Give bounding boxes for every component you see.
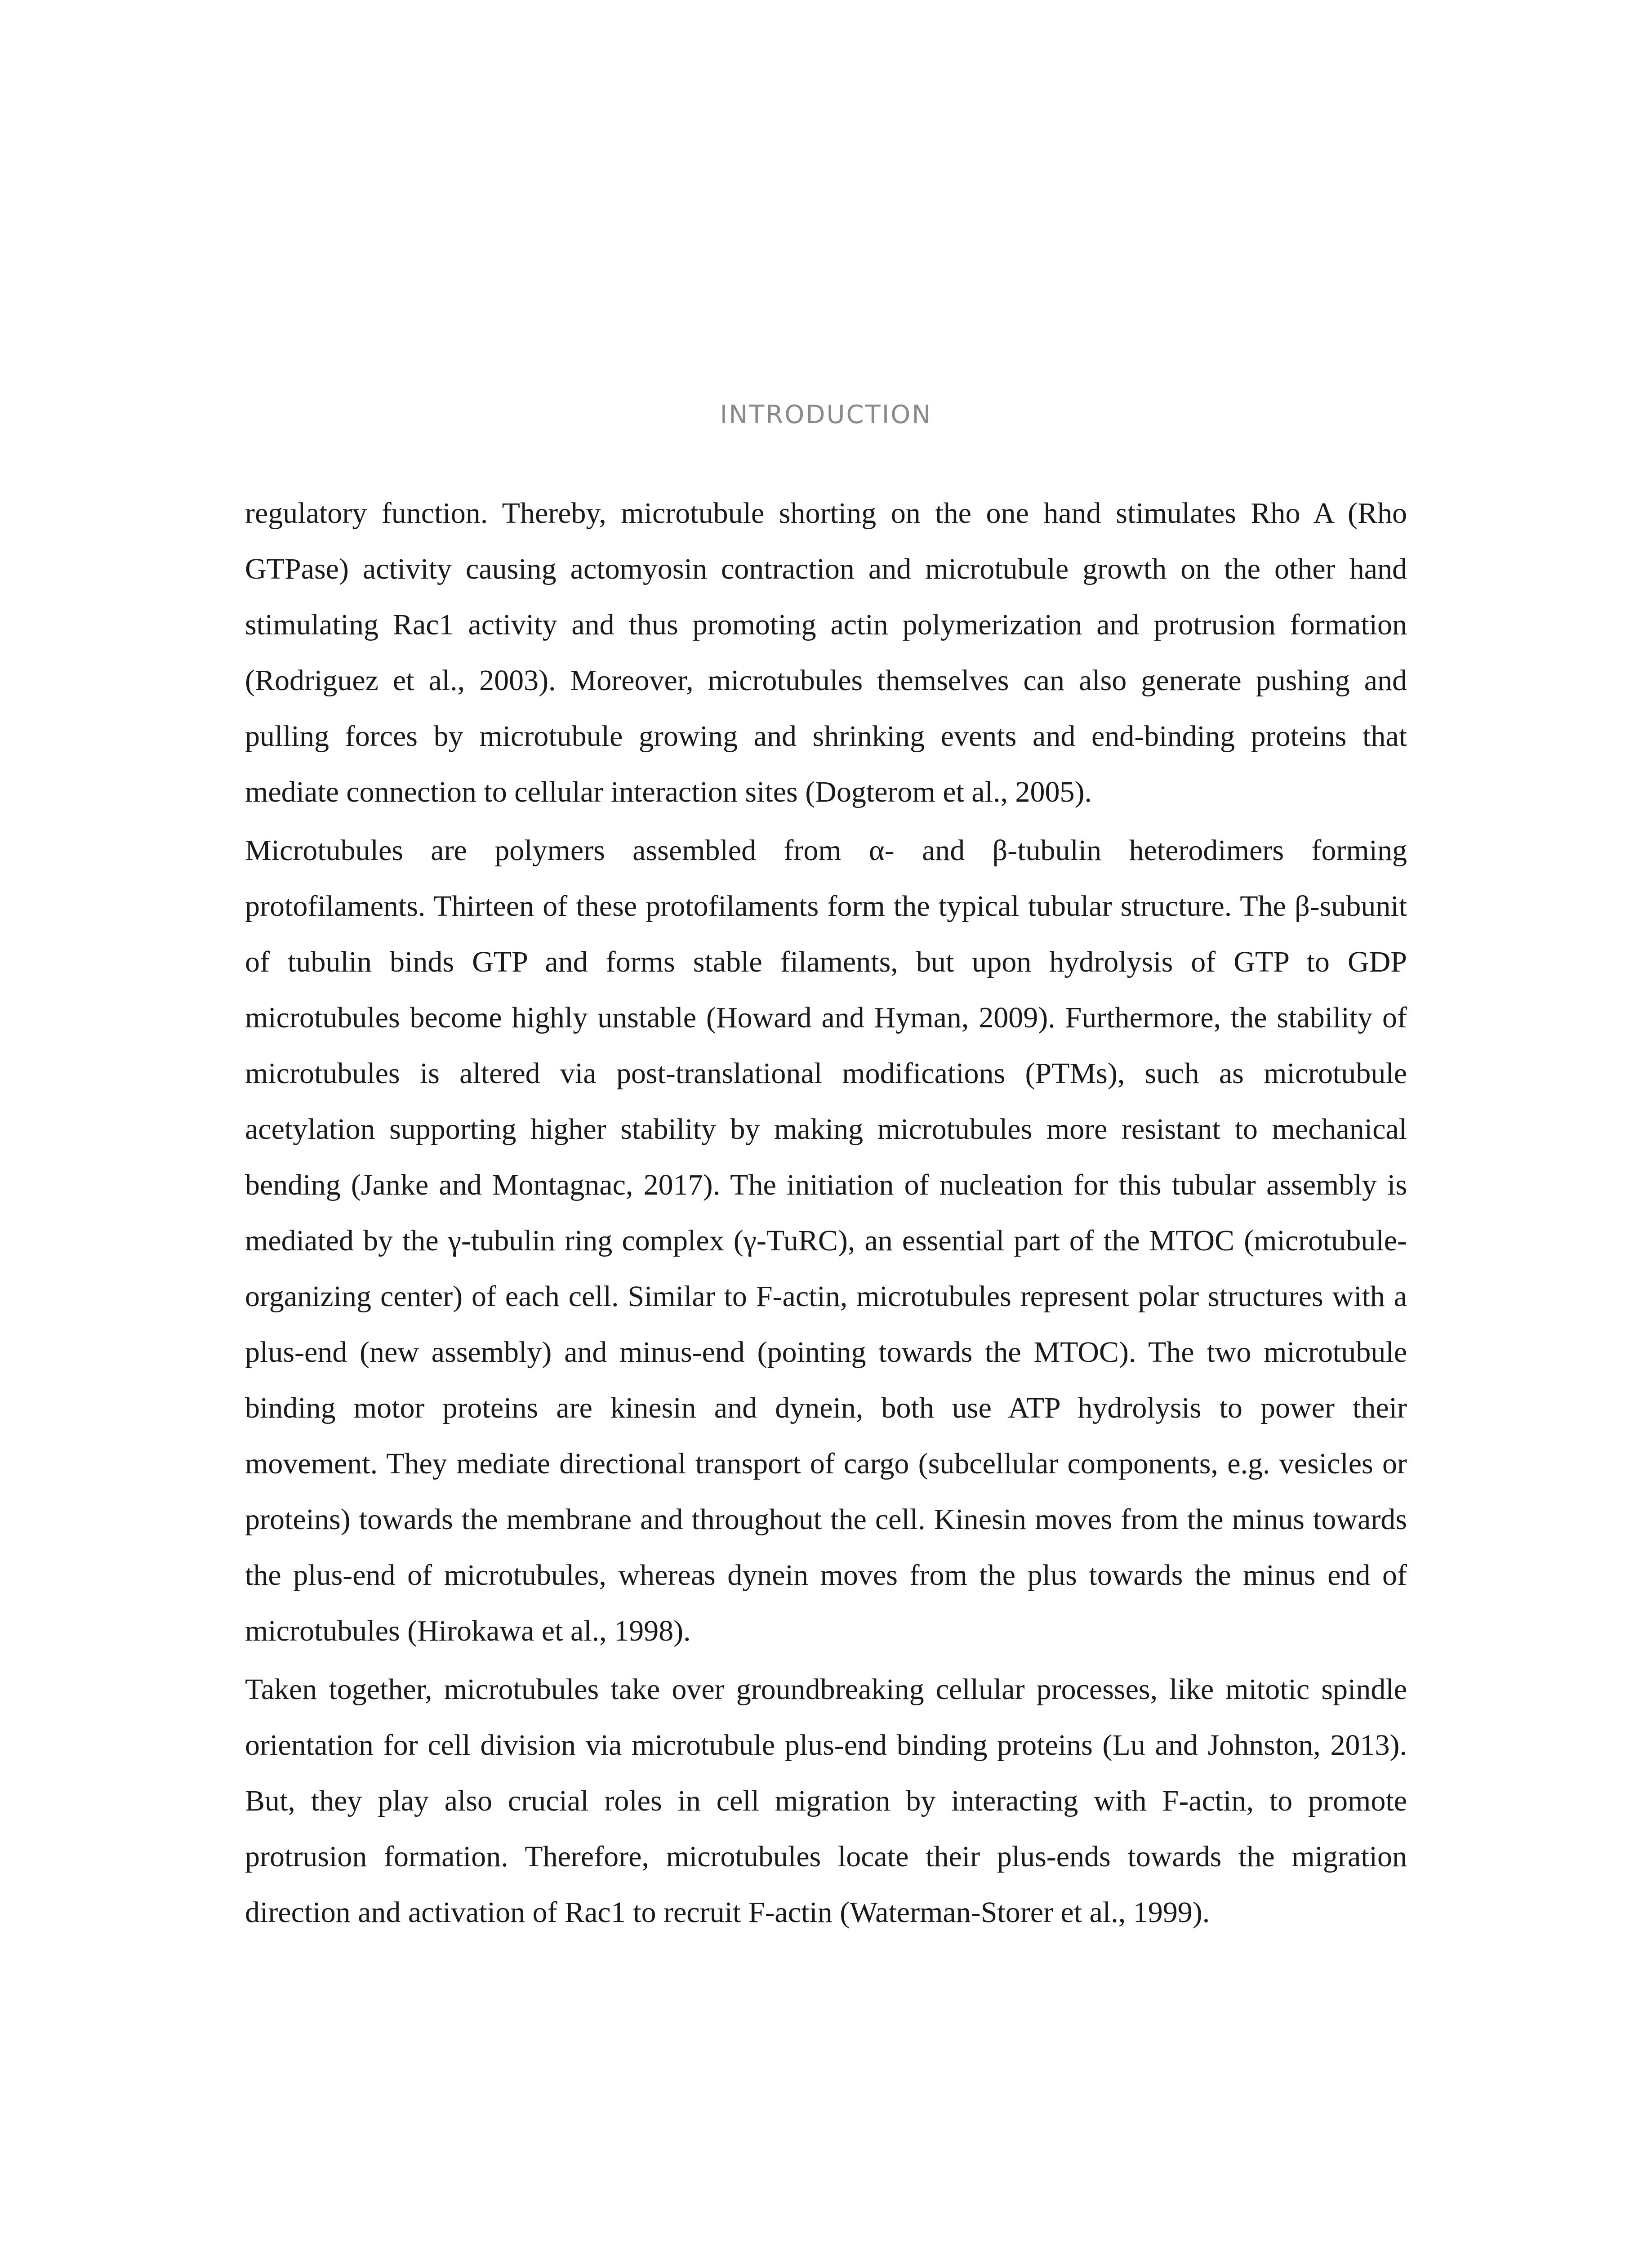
paragraph: Taken together, microtubules take over groundbreaking cellular processes, like mitotic spindle orientation for cell division via microtubule plus-end binding proteins (Lu and Johnston, 2013). But, they play also crucial roles in cell migration by interacting with F-actin, to promote protrusion formation. Therefore, microtubules locate their plus-ends towards the migration direction and activation of Rac1 to recruit F-actin (Waterman-Storer et al., 1999).: [245, 1673, 1407, 1929]
paragraph: regulatory function. Thereby, microtubule shorting on the one hand stimulates Rho A (Rho GTPase) activity causing actomyosin contraction and microtubule growth on the other hand stimulating Rac1 activity and thus promoting actin polymerization and protrusion formation (Rodriguez et al., 2003). Moreover, microtubules themselves can also generate pushing and pulling forces by microtubule growing and shrinking events and end-binding proteins that mediate connection to cellular interaction sites (Dogterom et al., 2005).: [245, 497, 1407, 808]
paragraph: Microtubules are polymers assembled from α- and β-tubulin heterodimers forming protofilaments. Thirteen of these protofilaments form the typical tubular structure. The β-subunit of tubulin binds GTP and forms stable filaments, but upon hydrolysis of GTP to GDP microtubules become highly unstable (Howard and Hyman, 2009). Furthermore, the stability of microtubules is altered via post-translational modifications (PTMs), such as microtubule acetylation supporting higher stability by making microtubules more resistant to mechanical bending (Janke and Montagnac, 2017). The initiation of nucleation for this tubular assembly is mediated by the γ-tubulin ring complex (γ-TuRC), an essential part of the MTOC (microtubule-organizing center) of each cell. Similar to F-actin, microtubules represent polar structures with a plus-end (new assembly) and minus-end (pointing towards the MTOC). The two microtubule binding motor proteins are kinesin and dynein, both use ATP hydrolysis to power their movement. They mediate directional transport of cargo (subcellular components, e.g. vesicles or proteins) towards the membrane and throughout the cell. Kinesin moves from the minus towards the plus-end of microtubules, whereas dynein moves from the plus towards the minus end of microtubules (Hirokawa et al., 1998).: [245, 834, 1407, 1647]
body-text: [245, 486, 1407, 1943]
running-header: INTRODUCTION: [720, 400, 932, 429]
